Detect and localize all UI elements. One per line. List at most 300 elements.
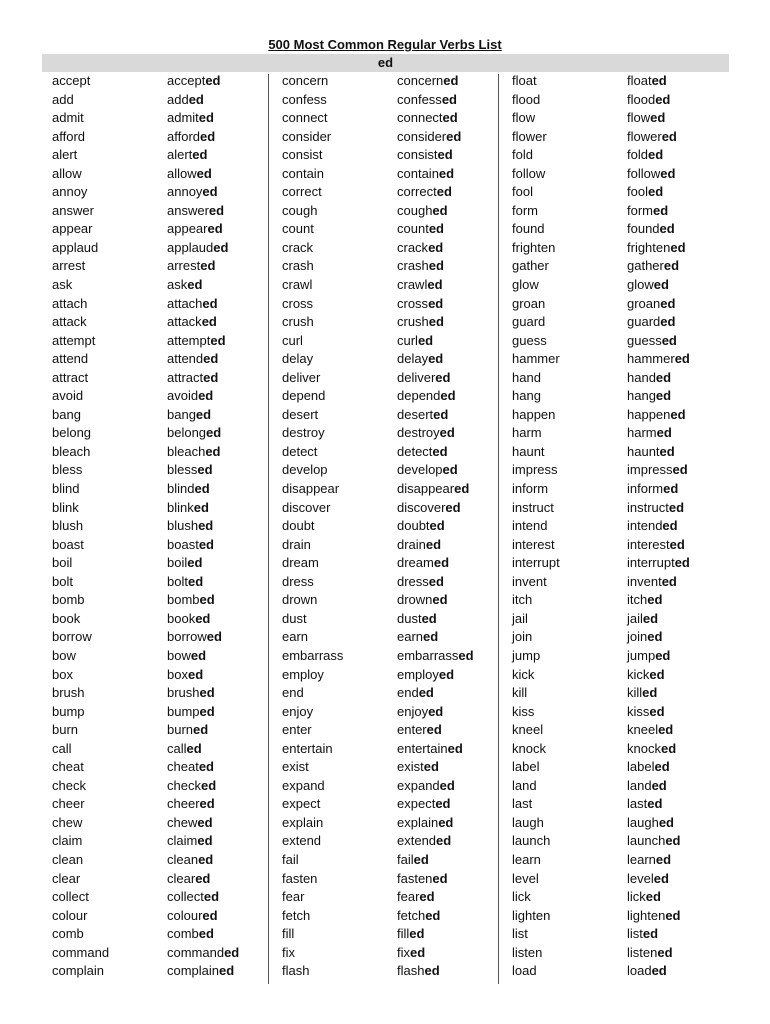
- past-verb: [627, 962, 742, 981]
- past-stem: clear: [167, 870, 196, 886]
- past-stem: comb: [167, 926, 199, 942]
- past-verb: [627, 72, 742, 91]
- past-suffix: ed: [199, 703, 215, 719]
- past-verb: [627, 666, 742, 685]
- past-stem: interrupt: [627, 555, 675, 571]
- table-row: [52, 591, 742, 610]
- table-row: [52, 276, 742, 295]
- past-suffix: ed: [655, 91, 671, 107]
- base-verb: develop: [282, 462, 328, 478]
- past-verb: [627, 276, 742, 295]
- past-suffix: ed: [426, 722, 442, 738]
- base-verb: correct: [282, 184, 322, 200]
- past-suffix: ed: [436, 833, 452, 849]
- past-suffix: ed: [663, 258, 680, 274]
- past-suffix: ed: [188, 91, 204, 107]
- past-suffix: ed: [650, 110, 666, 126]
- past-stem: attach: [167, 295, 203, 311]
- base-verb: glow: [512, 277, 539, 293]
- past-stem: cheat: [167, 759, 199, 775]
- past-suffix: ed: [651, 73, 667, 88]
- base-verb: earn: [282, 629, 309, 645]
- base-verb: extend: [282, 833, 322, 849]
- past-verb: [627, 610, 742, 629]
- past-verb: [167, 517, 282, 536]
- past-verb: [627, 313, 742, 332]
- base-verb: end: [282, 685, 304, 701]
- base-verb: blush: [52, 518, 84, 534]
- base-verb: destroy: [282, 425, 325, 441]
- base-verb: desert: [282, 406, 319, 422]
- past-suffix: ed: [413, 851, 429, 867]
- past-suffix: ed: [660, 165, 676, 181]
- past-stem: frighten: [627, 239, 671, 255]
- past-suffix: ed: [187, 573, 204, 589]
- base-verb: found: [512, 221, 545, 237]
- past-stem: exist: [397, 759, 424, 775]
- base-verb: fool: [512, 184, 533, 200]
- past-suffix: ed: [428, 239, 444, 255]
- base-verb: happen: [512, 406, 556, 422]
- past-stem: bump: [167, 703, 200, 719]
- past-suffix: ed: [206, 629, 222, 645]
- past-stem: knock: [627, 740, 661, 756]
- base-verb: employ: [282, 666, 324, 682]
- base-verb: doubt: [282, 518, 315, 534]
- past-suffix: ed: [446, 128, 462, 144]
- past-verb: [627, 387, 742, 406]
- past-verb: [627, 295, 742, 314]
- base-verb: bolt: [52, 573, 73, 589]
- past-stem: crash: [397, 258, 429, 274]
- past-suffix: ed: [655, 851, 672, 867]
- past-verb: [627, 480, 742, 499]
- past-suffix: ed: [197, 833, 213, 849]
- past-verb: [167, 461, 282, 480]
- past-suffix: ed: [435, 369, 451, 385]
- past-verb: [167, 146, 282, 165]
- base-verb: listen: [512, 944, 543, 960]
- past-verb: [397, 536, 512, 555]
- past-verb: [397, 944, 512, 963]
- past-suffix: ed: [195, 406, 212, 422]
- past-verb: [627, 332, 742, 351]
- table-row: [52, 165, 742, 184]
- past-verb: [167, 406, 282, 425]
- past-suffix: ed: [197, 814, 213, 830]
- table-row: [52, 332, 742, 351]
- past-suffix: ed: [428, 314, 444, 330]
- past-suffix: ed: [418, 685, 434, 701]
- base-verb: land: [512, 777, 537, 793]
- past-suffix: ed: [200, 777, 217, 793]
- past-suffix: ed: [647, 796, 663, 812]
- past-suffix: ed: [642, 610, 659, 626]
- base-verb: jump: [512, 647, 541, 663]
- base-verb: flood: [512, 91, 541, 107]
- past-suffix: ed: [187, 277, 203, 293]
- past-verb: [167, 610, 282, 629]
- past-suffix: ed: [201, 314, 217, 330]
- base-verb: allow: [52, 165, 82, 181]
- past-suffix: ed: [192, 147, 208, 163]
- base-verb: guess: [512, 332, 547, 348]
- past-stem: earn: [397, 629, 424, 645]
- table-row: [52, 257, 742, 276]
- base-verb: cheer: [52, 796, 85, 812]
- past-verb: [167, 257, 282, 276]
- past-suffix: ed: [410, 944, 426, 960]
- base-verb: attack: [52, 314, 87, 330]
- base-verb: kneel: [512, 722, 544, 738]
- base-verb: load: [512, 963, 537, 979]
- past-verb: [167, 72, 282, 91]
- past-verb: [167, 165, 282, 184]
- past-stem: land: [627, 777, 652, 793]
- base-verb: blink: [52, 499, 79, 515]
- past-verb: [397, 703, 512, 722]
- past-suffix: ed: [198, 518, 214, 534]
- past-suffix: ed: [432, 443, 448, 459]
- past-stem: desert: [397, 406, 434, 422]
- past-suffix: ed: [205, 443, 221, 459]
- past-suffix: ed: [425, 907, 441, 923]
- past-suffix: ed: [194, 481, 210, 497]
- past-suffix: ed: [660, 314, 676, 330]
- base-verb: fetch: [282, 907, 311, 923]
- past-suffix: ed: [441, 91, 457, 107]
- base-verb: boast: [52, 536, 84, 552]
- past-suffix: ed: [653, 277, 669, 293]
- base-verb: clear: [52, 870, 81, 886]
- past-suffix: ed: [198, 110, 214, 126]
- base-verb: dress: [282, 573, 314, 589]
- base-verb: enjoy: [282, 703, 314, 719]
- past-suffix: ed: [428, 295, 444, 311]
- past-stem: develop: [397, 462, 443, 478]
- past-verb: [397, 128, 512, 147]
- past-stem: inform: [627, 481, 664, 497]
- past-stem: alert: [167, 147, 193, 163]
- table-row: [52, 962, 742, 981]
- past-verb: [167, 295, 282, 314]
- past-verb: [627, 870, 742, 889]
- past-suffix: ed: [653, 202, 669, 218]
- past-stem: attempt: [167, 332, 211, 348]
- past-verb: [397, 777, 512, 796]
- past-suffix: ed: [203, 351, 219, 367]
- base-verb: list: [512, 926, 528, 942]
- past-verb: [627, 740, 742, 759]
- base-verb: answer: [52, 202, 94, 218]
- base-verb: depend: [282, 388, 326, 404]
- past-stem: burn: [167, 722, 194, 738]
- past-suffix: ed: [187, 666, 204, 682]
- past-stem: float: [627, 73, 652, 88]
- past-verb: [397, 424, 512, 443]
- base-verb: disappear: [282, 481, 340, 497]
- past-verb: [167, 628, 282, 647]
- past-suffix: ed: [187, 555, 203, 571]
- past-stem: itch: [627, 592, 648, 608]
- past-suffix: ed: [669, 536, 685, 552]
- past-verb: [627, 647, 742, 666]
- past-stem: invent: [627, 573, 662, 589]
- past-stem: arrest: [167, 258, 201, 274]
- base-verb: drown: [282, 592, 318, 608]
- base-verb: entertain: [282, 740, 333, 756]
- past-suffix: ed: [202, 184, 218, 200]
- past-verb: [627, 814, 742, 833]
- past-stem: kick: [627, 666, 650, 682]
- past-stem: embarrass: [397, 647, 459, 663]
- past-verb: [627, 684, 742, 703]
- past-suffix: ed: [438, 666, 455, 682]
- past-suffix: ed: [445, 499, 461, 515]
- past-suffix: ed: [647, 147, 664, 163]
- past-stem: crush: [397, 314, 429, 330]
- base-verb: attempt: [52, 332, 96, 348]
- past-suffix: ed: [198, 536, 214, 552]
- past-verb: [167, 573, 282, 592]
- page-title: 500 Most Common Regular Verbs List: [268, 37, 502, 52]
- past-suffix: ed: [651, 963, 667, 979]
- past-stem: discover: [397, 499, 446, 515]
- past-verb: [167, 870, 282, 889]
- base-verb: cough: [282, 202, 318, 218]
- past-stem: ask: [167, 277, 188, 293]
- base-verb: launch: [512, 833, 551, 849]
- base-verb: borrow: [52, 629, 92, 645]
- past-stem: dust: [397, 610, 422, 626]
- table-row: [52, 777, 742, 796]
- base-verb: claim: [52, 833, 83, 849]
- past-suffix: ed: [199, 685, 215, 701]
- base-verb: float: [512, 73, 537, 88]
- past-stem: doubt: [397, 518, 430, 534]
- past-suffix: ed: [428, 351, 444, 367]
- past-stem: depend: [397, 388, 441, 404]
- past-verb: [397, 628, 512, 647]
- past-stem: flower: [627, 128, 662, 144]
- past-stem: haunt: [627, 443, 660, 459]
- past-stem: lighten: [627, 907, 666, 923]
- past-stem: kiss: [627, 703, 650, 719]
- past-verb: [627, 109, 742, 128]
- past-stem: fill: [397, 926, 410, 942]
- table-row: [52, 703, 742, 722]
- past-stem: dress: [397, 573, 429, 589]
- base-verb: exist: [282, 759, 309, 775]
- base-verb: clean: [52, 851, 84, 867]
- past-suffix: ed: [423, 629, 439, 645]
- past-stem: avoid: [167, 388, 199, 404]
- past-verb: [167, 795, 282, 814]
- past-suffix: ed: [196, 165, 212, 181]
- base-verb: flower: [512, 128, 547, 144]
- table-row: [52, 870, 742, 889]
- base-verb: crack: [282, 239, 314, 255]
- table-row: [52, 721, 742, 740]
- past-stem: chew: [167, 814, 198, 830]
- past-suffix: ed: [202, 295, 218, 311]
- past-verb: [397, 239, 512, 258]
- table-row: [52, 944, 742, 963]
- past-suffix: ed: [409, 926, 425, 942]
- past-verb: [167, 313, 282, 332]
- past-suffix: ed: [442, 462, 458, 478]
- past-verb: [397, 554, 512, 573]
- base-verb: fix: [282, 944, 295, 960]
- base-verb: attract: [52, 369, 89, 385]
- table-row: [52, 647, 742, 666]
- past-stem: kneel: [627, 722, 659, 738]
- base-verb: expect: [282, 796, 321, 812]
- past-verb: [397, 517, 512, 536]
- past-stem: claim: [167, 833, 198, 849]
- base-verb: box: [52, 666, 73, 682]
- past-verb: [397, 350, 512, 369]
- past-stem: crawl: [397, 277, 428, 293]
- base-verb: expand: [282, 777, 325, 793]
- past-stem: glow: [627, 277, 654, 293]
- past-verb: [167, 183, 282, 202]
- past-stem: launch: [627, 833, 666, 849]
- past-stem: detect: [397, 443, 433, 459]
- past-verb: [167, 369, 282, 388]
- base-verb: complain: [52, 963, 105, 979]
- past-verb: [167, 851, 282, 870]
- base-verb: add: [52, 91, 74, 107]
- past-stem: fear: [397, 889, 420, 905]
- past-verb: [627, 424, 742, 443]
- table-row: [52, 239, 742, 258]
- base-verb: chew: [52, 814, 83, 830]
- past-verb: [627, 573, 742, 592]
- past-stem: book: [167, 610, 196, 626]
- past-suffix: ed: [203, 889, 220, 905]
- table-row: [52, 610, 742, 629]
- past-suffix: ed: [417, 332, 434, 348]
- table-row: [52, 146, 742, 165]
- base-verb: enter: [282, 722, 312, 738]
- past-stem: join: [627, 629, 648, 645]
- base-verb: annoy: [52, 184, 88, 200]
- base-verb: instruct: [512, 499, 554, 515]
- past-suffix: ed: [199, 796, 215, 812]
- past-verb: [397, 499, 512, 518]
- past-suffix: ed: [458, 647, 474, 663]
- past-stem: command: [167, 944, 225, 960]
- past-suffix: ed: [198, 388, 214, 404]
- base-verb: interest: [512, 536, 555, 552]
- past-verb: [167, 758, 282, 777]
- past-verb: [627, 220, 742, 239]
- past-stem: entertain: [397, 740, 448, 756]
- past-stem: blush: [167, 518, 199, 534]
- base-verb: itch: [512, 592, 533, 608]
- past-stem: bomb: [167, 592, 200, 608]
- past-suffix: ed: [649, 666, 665, 682]
- past-stem: destroy: [397, 425, 440, 441]
- past-suffix: ed: [670, 406, 686, 422]
- base-verb: label: [512, 759, 540, 775]
- past-stem: drown: [397, 592, 433, 608]
- past-suffix: ed: [436, 184, 452, 200]
- base-verb: haunt: [512, 443, 545, 459]
- past-suffix: ed: [674, 555, 690, 571]
- past-verb: [627, 146, 742, 165]
- past-stem: drain: [397, 536, 426, 552]
- base-verb: hang: [512, 388, 541, 404]
- past-stem: level: [627, 870, 654, 886]
- past-stem: follow: [627, 165, 661, 181]
- past-verb: [167, 202, 282, 221]
- table-row: [52, 925, 742, 944]
- past-suffix: ed: [198, 926, 214, 942]
- past-suffix: ed: [642, 685, 658, 701]
- base-verb: arrest: [52, 258, 86, 274]
- past-stem: bang: [167, 406, 196, 422]
- past-stem: delay: [397, 351, 429, 367]
- base-verb: hand: [512, 369, 541, 385]
- base-verb: consist: [282, 147, 323, 163]
- past-stem: flow: [627, 110, 651, 126]
- base-verb: inform: [512, 481, 549, 497]
- past-verb: [397, 962, 512, 981]
- base-verb: embarrass: [282, 647, 344, 663]
- past-verb: [167, 703, 282, 722]
- base-verb: frighten: [512, 239, 556, 255]
- past-suffix: ed: [440, 388, 456, 404]
- past-verb: [167, 832, 282, 851]
- past-verb: [627, 591, 742, 610]
- past-stem: label: [627, 759, 655, 775]
- past-suffix: ed: [658, 814, 674, 830]
- past-verb: [627, 165, 742, 184]
- past-stem: blind: [167, 481, 195, 497]
- past-verb: [627, 888, 742, 907]
- past-suffix: ed: [425, 536, 442, 552]
- past-stem: impress: [627, 462, 673, 478]
- table-row: [52, 443, 742, 462]
- base-verb: alert: [52, 147, 78, 163]
- base-verb: form: [512, 202, 538, 218]
- base-verb: interrupt: [512, 555, 560, 571]
- past-suffix: ed: [419, 889, 435, 905]
- past-stem: found: [627, 221, 660, 237]
- past-stem: attract: [167, 369, 204, 385]
- base-verb: applaud: [52, 239, 99, 255]
- past-stem: attack: [167, 314, 202, 330]
- table-row: [52, 814, 742, 833]
- past-stem: list: [627, 926, 643, 942]
- past-stem: call: [167, 740, 187, 756]
- past-stem: annoy: [167, 184, 203, 200]
- past-verb: [627, 703, 742, 722]
- past-suffix: ed: [439, 777, 455, 793]
- past-stem: check: [167, 777, 201, 793]
- past-verb: [397, 684, 512, 703]
- past-suffix: ed: [206, 425, 222, 441]
- past-stem: contain: [397, 165, 439, 181]
- past-verb: [167, 109, 282, 128]
- base-verb: appear: [52, 221, 93, 237]
- suffix-header-band: ed: [42, 54, 729, 72]
- past-verb: [627, 944, 742, 963]
- past-stem: accept: [167, 73, 206, 88]
- base-verb: connect: [282, 110, 328, 126]
